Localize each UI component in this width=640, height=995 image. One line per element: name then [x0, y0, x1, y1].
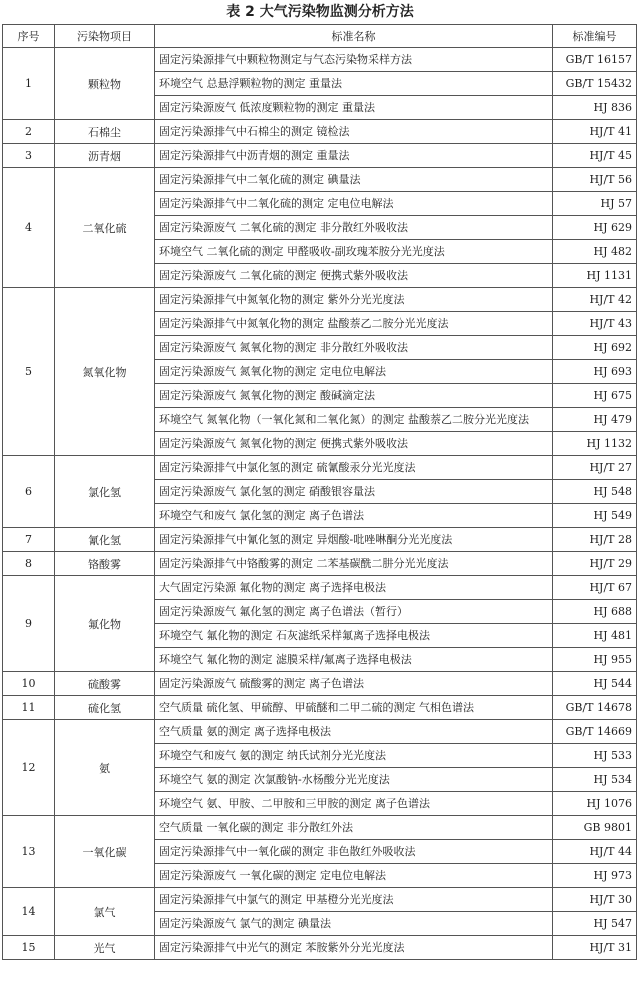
row-number: 14: [3, 888, 55, 936]
standard-name: 固定污染源废气 低浓度颗粒物的测定 重量法: [155, 96, 553, 120]
standard-code: HJ 1132: [553, 432, 637, 456]
standard-name: 固定污染源排气中二氧化硫的测定 定电位电解法: [155, 192, 553, 216]
pollutant-name: 氮氧化物: [55, 288, 155, 456]
standard-code: HJ/T 31: [553, 936, 637, 960]
standard-name: 环境空气 氮氧化物（一氧化氮和二氧化氮）的测定 盐酸萘乙二胺分光光度法: [155, 408, 553, 432]
standard-code: HJ/T 29: [553, 552, 637, 576]
standard-name: 固定污染源废气 氯气的测定 碘量法: [155, 912, 553, 936]
pollutant-name: 铬酸雾: [55, 552, 155, 576]
pollutant-name: 硫化氢: [55, 696, 155, 720]
pollutant-name: 硫酸雾: [55, 672, 155, 696]
standard-code: HJ/T 27: [553, 456, 637, 480]
standard-code: HJ 955: [553, 648, 637, 672]
standard-name: 固定污染源废气 氮氧化物的测定 酸碱滴定法: [155, 384, 553, 408]
standard-name: 环境空气和废气 氨的测定 纳氏试剂分光光度法: [155, 744, 553, 768]
pollutant-name: 氨: [55, 720, 155, 816]
standard-name: 固定污染源废气 硫酸雾的测定 离子色谱法: [155, 672, 553, 696]
standard-code: HJ/T 56: [553, 168, 637, 192]
pollutant-name: 沥青烟: [55, 144, 155, 168]
standard-code: HJ 57: [553, 192, 637, 216]
row-number: 13: [3, 816, 55, 888]
standard-code: HJ 692: [553, 336, 637, 360]
standard-code: HJ 1076: [553, 792, 637, 816]
standard-code: HJ 629: [553, 216, 637, 240]
pollutant-name: 氯化氢: [55, 456, 155, 528]
row-number: 10: [3, 672, 55, 696]
standard-code: HJ 549: [553, 504, 637, 528]
table-row: [3, 144, 637, 168]
header-standard-code: 标准编号: [553, 25, 637, 48]
standard-name: 固定污染源排气中铬酸雾的测定 二苯基碳酰二肼分光光度法: [155, 552, 553, 576]
standard-name: 固定污染源排气中氮氧化物的测定 紫外分光光度法: [155, 288, 553, 312]
standard-name: 环境空气和废气 氯化氢的测定 离子色谱法: [155, 504, 553, 528]
standard-code: HJ 482: [553, 240, 637, 264]
standard-name: 固定污染源排气中氰化氢的测定 异烟酸-吡唑啉酮分光光度法: [155, 528, 553, 552]
standard-name: 大气固定污染源 氟化物的测定 离子选择电极法: [155, 576, 553, 600]
standard-name: 固定污染源废气 氟化氢的测定 离子色谱法（暂行）: [155, 600, 553, 624]
header-pollutant: 污染物项目: [55, 25, 155, 48]
table-row: [3, 456, 637, 480]
table-row: [3, 696, 637, 720]
row-number: 15: [3, 936, 55, 960]
standard-code: HJ 481: [553, 624, 637, 648]
pollutant-name: 一氧化碳: [55, 816, 155, 888]
row-number: 12: [3, 720, 55, 816]
standard-code: HJ/T 28: [553, 528, 637, 552]
pollutant-name: 氟化物: [55, 576, 155, 672]
table-row: [3, 816, 637, 840]
standard-code: HJ 533: [553, 744, 637, 768]
standard-code: HJ/T 45: [553, 144, 637, 168]
standard-name: 环境空气 总悬浮颗粒物的测定 重量法: [155, 72, 553, 96]
row-number: 2: [3, 120, 55, 144]
row-number: 5: [3, 288, 55, 456]
standard-name: 固定污染源排气中颗粒物测定与气态污染物采样方法: [155, 48, 553, 72]
table-title: 表 2 大气污染物监测分析方法: [226, 4, 414, 20]
standard-code: HJ 544: [553, 672, 637, 696]
standard-name: 固定污染源排气中氯化氢的测定 硫氰酸汞分光光度法: [155, 456, 553, 480]
standard-code: HJ/T 44: [553, 840, 637, 864]
pollutant-name: 氰化氢: [55, 528, 155, 552]
header-no: 序号: [3, 25, 55, 48]
pollutant-name: 二氧化硫: [55, 168, 155, 288]
standard-name: 固定污染源排气中氯气的测定 甲基橙分光光度法: [155, 888, 553, 912]
standard-code: HJ/T 43: [553, 312, 637, 336]
standard-name: 固定污染源废气 氮氧化物的测定 便携式紫外吸收法: [155, 432, 553, 456]
table-row: [3, 576, 637, 600]
standard-code: GB/T 14669: [553, 720, 637, 744]
pollutant-name: 光气: [55, 936, 155, 960]
row-number: 8: [3, 552, 55, 576]
row-number: 3: [3, 144, 55, 168]
standard-name: 固定污染源废气 一氧化碳的测定 定电位电解法: [155, 864, 553, 888]
standard-code: HJ 836: [553, 96, 637, 120]
standard-code: HJ/T 41: [553, 120, 637, 144]
standard-name: 空气质量 氨的测定 离子选择电极法: [155, 720, 553, 744]
row-number: 7: [3, 528, 55, 552]
row-number: 4: [3, 168, 55, 288]
standard-name: 固定污染源废气 氯化氢的测定 硝酸银容量法: [155, 480, 553, 504]
header-row: [3, 25, 637, 48]
standard-name: 环境空气 氨、甲胺、二甲胺和三甲胺的测定 离子色谱法: [155, 792, 553, 816]
row-number: 9: [3, 576, 55, 672]
standard-name: 空气质量 一氧化碳的测定 非分散红外法: [155, 816, 553, 840]
standard-code: HJ 693: [553, 360, 637, 384]
row-number: 1: [3, 48, 55, 120]
table-row: [3, 888, 637, 912]
standard-name: 固定污染源排气中光气的测定 苯胺紫外分光光度法: [155, 936, 553, 960]
table-row: [3, 120, 637, 144]
standard-code: HJ 688: [553, 600, 637, 624]
table-row: [3, 672, 637, 696]
table-row: [3, 168, 637, 192]
standard-name: 环境空气 氟化物的测定 石灰滤纸采样氟离子选择电极法: [155, 624, 553, 648]
standard-code: HJ/T 30: [553, 888, 637, 912]
standard-name: 固定污染源废气 二氧化硫的测定 便携式紫外吸收法: [155, 264, 553, 288]
standard-name: 环境空气 氨的测定 次氯酸钠-水杨酸分光光度法: [155, 768, 553, 792]
table-row: [3, 936, 637, 960]
pollutant-name: 颗粒物: [55, 48, 155, 120]
table-row: [3, 48, 637, 72]
standard-code: HJ 479: [553, 408, 637, 432]
header-standard-name: 标准名称: [155, 25, 553, 48]
row-number: 11: [3, 696, 55, 720]
standard-code: GB/T 14678: [553, 696, 637, 720]
standard-name: 空气质量 硫化氢、甲硫醇、甲硫醚和二甲二硫的测定 气相色谱法: [155, 696, 553, 720]
standard-code: HJ 1131: [553, 264, 637, 288]
standard-code: GB/T 15432: [553, 72, 637, 96]
standard-name: 固定污染源废气 二氧化硫的测定 非分散红外吸收法: [155, 216, 553, 240]
standard-name: 环境空气 二氧化硫的测定 甲醛吸收-副玫瑰苯胺分光光度法: [155, 240, 553, 264]
standard-code: HJ/T 42: [553, 288, 637, 312]
standard-code: GB 9801: [553, 816, 637, 840]
table-body: [3, 48, 637, 960]
standard-code: HJ 675: [553, 384, 637, 408]
table-row: [3, 552, 637, 576]
standard-name: 固定污染源废气 氮氧化物的测定 定电位电解法: [155, 360, 553, 384]
standard-name: 固定污染源排气中石棉尘的测定 镜检法: [155, 120, 553, 144]
standard-code: HJ/T 67: [553, 576, 637, 600]
table-row: [3, 528, 637, 552]
standard-code: HJ 548: [553, 480, 637, 504]
standard-code: HJ 534: [553, 768, 637, 792]
standard-name: 固定污染源排气中氮氧化物的测定 盐酸萘乙二胺分光光度法: [155, 312, 553, 336]
standard-name: 环境空气 氟化物的测定 滤膜采样/氟离子选择电极法: [155, 648, 553, 672]
standard-name: 固定污染源排气中二氧化硫的测定 碘量法: [155, 168, 553, 192]
row-number: 6: [3, 456, 55, 528]
standard-name: 固定污染源排气中一氧化碳的测定 非色散红外吸收法: [155, 840, 553, 864]
table-row: [3, 720, 637, 744]
standard-name: 固定污染源废气 氮氧化物的测定 非分散红外吸收法: [155, 336, 553, 360]
standard-code: HJ 973: [553, 864, 637, 888]
standard-code: GB/T 16157: [553, 48, 637, 72]
standard-name: 固定污染源排气中沥青烟的测定 重量法: [155, 144, 553, 168]
methods-table: [2, 24, 637, 960]
table-row: [3, 288, 637, 312]
standard-code: HJ 547: [553, 912, 637, 936]
pollutant-name: 氯气: [55, 888, 155, 936]
pollutant-name: 石棉尘: [55, 120, 155, 144]
